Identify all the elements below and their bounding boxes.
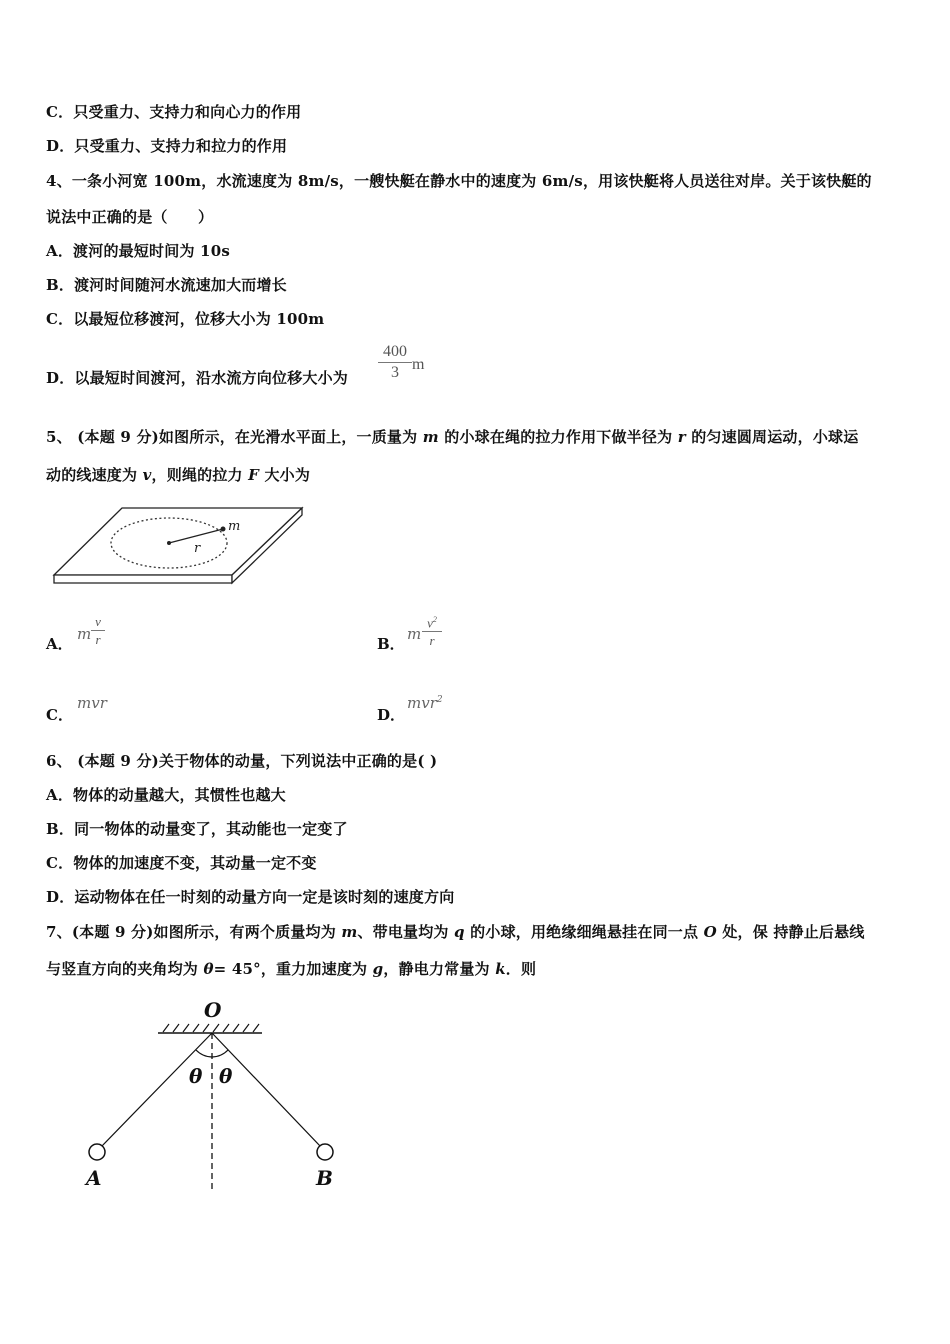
q5-option-c-label: C． [46, 706, 73, 724]
q5-option-a-fraction: v r [91, 614, 105, 647]
label-O: O [204, 998, 222, 1022]
ball-A [89, 1144, 105, 1160]
q6-stem: 6、 (本题 9 分)关于物体的动量，下列说法中正确的是( ) [46, 752, 438, 770]
label-B: B [316, 1166, 333, 1190]
q5-option-b-m: m [407, 625, 422, 643]
q6-option-a: A．物体的动量越大，其惯性也越大 [46, 786, 286, 804]
label-theta-left: θ [189, 1064, 203, 1088]
q5-option-a-label: A． [46, 635, 73, 653]
label-theta-right: θ [219, 1064, 233, 1088]
angle-arc-left [196, 1050, 212, 1057]
q5-option-b-label: B． [377, 635, 405, 653]
q5-option-b-fraction: $v^2$ r [422, 612, 442, 648]
q5-option-a-m: m [77, 625, 92, 643]
label-A: A [86, 1166, 102, 1190]
q7-stem-line1: 7、(本题 9 分)如图所示，有两个质量均为 m、带电量均为 q 的小球，用绝缘细绳悬挂在同一点 O 处，保 持静止后悬线 [46, 923, 865, 941]
q5-option-d-label: D． [377, 706, 406, 724]
string-A [101, 1033, 212, 1147]
q6-option-d: D．运动物体在任一时刻的动量方向一定是该时刻的速度方向 [46, 888, 455, 906]
label-r: r [194, 541, 201, 556]
q5-option-d-expr: mvr$^2$ [407, 694, 443, 712]
fraction-denominator: 3 [391, 364, 399, 381]
q7-stem-line2: 与竖直方向的夹角均为 θ= 45°，重力加速度为 g，静电力常量为 k．则 [46, 960, 537, 978]
q5-circular-motion-figure [46, 503, 316, 593]
ball [221, 527, 226, 532]
q5-option-c-expr: mvr [77, 694, 107, 712]
string-B [212, 1033, 321, 1147]
q5-stem-line2: 动的线速度为 v，则绳的拉力 F 大小为 [46, 466, 311, 484]
q3-option-d: D．只受重力、支持力和拉力的作用 [46, 137, 288, 155]
q4-stem-line2: 说法中正确的是（ ） [46, 208, 214, 226]
ceiling-hatching [163, 1024, 259, 1032]
q5-stem-line1: 5、 (本题 9 分)如图所示，在光滑水平面上，一质量为 m 的小球在绳的拉力作用下做半径为 r 的匀速圆周运动，小球运 [46, 428, 859, 446]
q4-option-c: C．以最短位移渡河，位移大小为 100m [46, 310, 325, 328]
q6-option-b: B．同一物体的动量变了，其动能也一定变了 [46, 820, 348, 838]
q4-option-b: B．渡河时间随河水流速加大而增长 [46, 276, 287, 294]
angle-arc-right [212, 1050, 228, 1057]
q7-pendulum-figure [70, 995, 360, 1195]
q3-option-c: C．只受重力、支持力和向心力的作用 [46, 103, 302, 121]
fraction-numerator: 400 [383, 343, 407, 360]
q4-option-d-fraction [378, 343, 412, 382]
q4-option-d: D．以最短时间渡河，沿水流方向位移大小为 [46, 369, 349, 387]
ball-B [317, 1144, 333, 1160]
q4-option-a: A．渡河的最短时间为 10s [46, 242, 230, 260]
plane-front-edge [54, 575, 232, 583]
label-m: m [228, 519, 241, 534]
q6-option-c: C．物体的加速度不变，其动量一定不变 [46, 854, 317, 872]
q4-stem-line1: 4、一条小河宽 100m，水流速度为 8m/s，一艘快艇在静水中的速度为 6m/s，用该快艇将人员送往对岸。关于该快艇的 [46, 172, 872, 190]
q4-option-d-unit: m [412, 356, 425, 373]
